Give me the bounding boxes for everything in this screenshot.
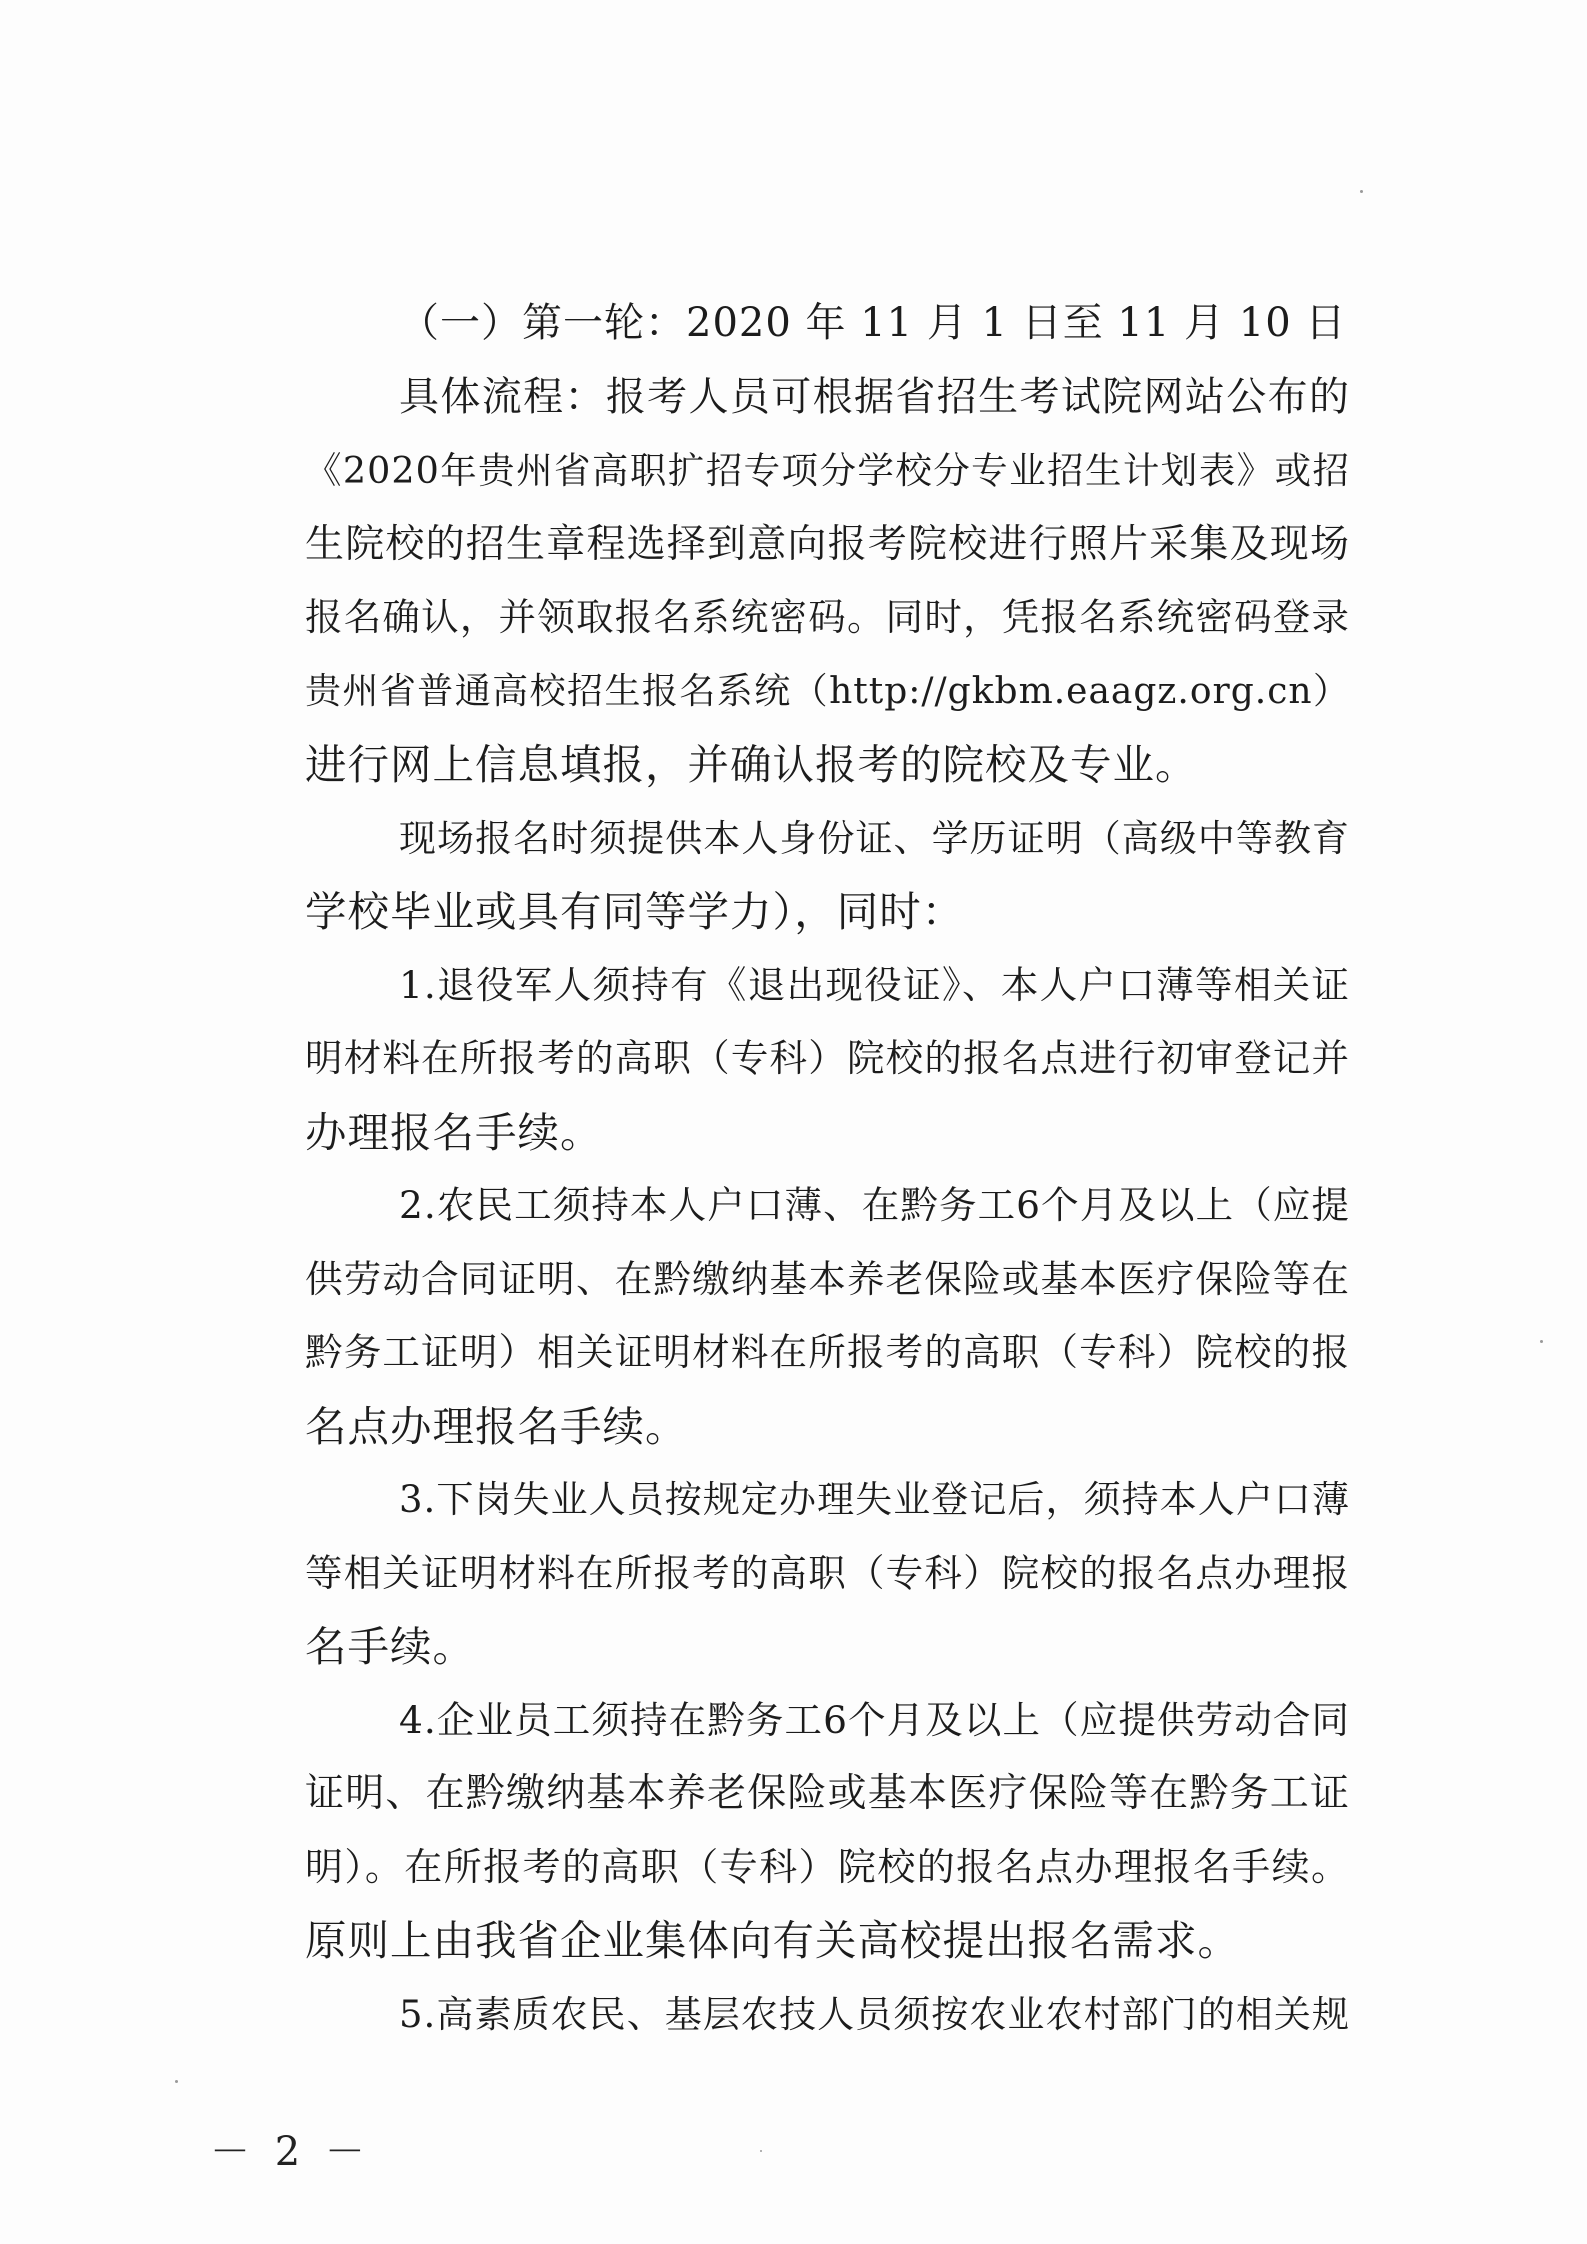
- text-line: 黔务工证明）相关证明材料在所报考的高职（专科）院校的报: [305, 1330, 1350, 1374]
- text-line: 2.农民工须持本人户口薄、在黔务工6个月及以上（应提: [399, 1183, 1350, 1227]
- text-line: 证明、在黔缴纳基本养老保险或基本医疗保险等在黔务工证: [305, 1771, 1350, 1816]
- procedure-paragraph: [222, 361, 1350, 802]
- text-line: 明）。在所报考的高职（专科）院校的报名点办理报名手续。: [305, 1844, 1350, 1889]
- text-line: 进行网上信息填报，并确认报考的院校及专业。: [305, 740, 1198, 789]
- text-line: 生院校的招生章程选择到意向报考院校进行照片采集及现场: [305, 521, 1350, 567]
- text-line: 明材料在所报考的高职（专科）院校的报名点进行初审登记并: [305, 1036, 1350, 1080]
- scan-speck: [760, 2150, 762, 2152]
- text-line: 供劳动合同证明、在黔缴纳基本养老保险或基本医疗保险等在: [305, 1256, 1350, 1301]
- document-body: [222, 287, 1350, 2051]
- text-line: 现场报名时须提供本人身份证、学历证明（高级中等教育: [399, 816, 1350, 860]
- text-line: 学校毕业或具有同等学力），同时：: [305, 887, 965, 936]
- page-number: － 2 －: [210, 2129, 371, 2175]
- scan-speck: [175, 2080, 178, 2083]
- text-line: 报名确认，并领取报名系统密码。同时，凭报名系统密码登录: [305, 595, 1350, 639]
- text-line: 5.高素质农民、基层农技人员须按农业农村部门的相关规: [399, 1992, 1350, 2036]
- round-one-heading: [222, 287, 1350, 361]
- text-line: 具体流程：报考人员可根据省招生考试院网站公布的: [399, 373, 1350, 420]
- item-veterans: [222, 949, 1350, 1170]
- text-line: 3.下岗失业人员按规定办理失业登记后，须持本人户口薄: [399, 1478, 1350, 1521]
- item-migrant-workers: [222, 1169, 1350, 1463]
- text-line: 名点办理报名手续。: [305, 1401, 688, 1451]
- item-enterprise-employees: [222, 1684, 1350, 1978]
- text-line: 办理报名手续。: [305, 1107, 603, 1157]
- text-line: 等相关证明材料在所报考的高职（专科）院校的报名点办理报: [305, 1550, 1350, 1595]
- scan-speck: [1360, 190, 1363, 193]
- text-line: 《2020年贵州省高职扩招专项分学校分专业招生计划表》或招: [305, 449, 1350, 492]
- item-farmers: [222, 1978, 1350, 2052]
- item-laid-off-workers: [222, 1463, 1350, 1684]
- text-line: 原则上由我省企业集体向有关高校提出报名需求。: [305, 1916, 1241, 1965]
- registration-url-line: 贵州省普通高校招生报名系统（http://gkbm.eaagz.org.cn）: [305, 670, 1350, 712]
- text-line: 4.企业员工须持在黔务工6个月及以上（应提供劳动合同: [399, 1697, 1350, 1742]
- text-line: 1.退役军人须持有《退出现役证》、本人户口薄等相关证: [399, 962, 1350, 1007]
- required-documents-paragraph: [222, 802, 1350, 949]
- scan-speck: [1540, 1340, 1543, 1343]
- text-line: 名手续。: [305, 1622, 476, 1671]
- text-line: （一）第一轮：2020 年 11 月 1 日至 11 月 10 日: [399, 300, 1347, 346]
